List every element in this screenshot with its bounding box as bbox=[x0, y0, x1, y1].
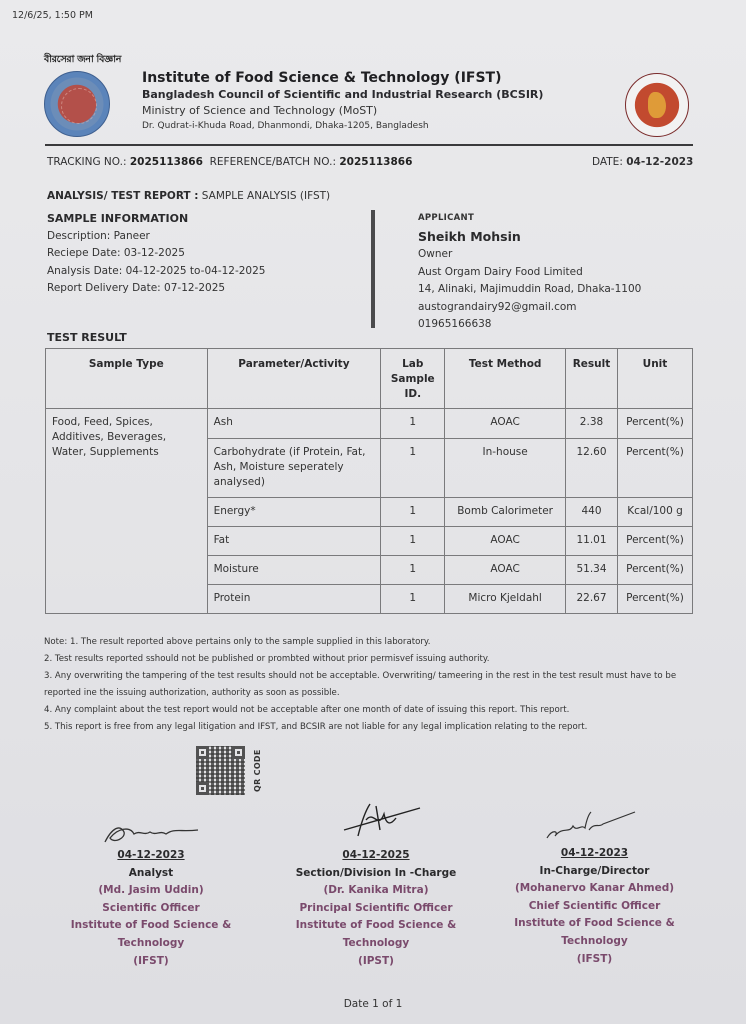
result-cell: 11.01 bbox=[566, 527, 618, 556]
sample-information bbox=[47, 210, 265, 298]
institute-address: Dr. Qudrat-i-Khuda Road, Dhanmondi, Dhaka-1205, Bangladesh bbox=[142, 121, 429, 131]
sample-type-cell: Food, Feed, Spices, Additives, Beverages, Water, Supplements bbox=[46, 409, 208, 614]
tracking-number: 2025113866 bbox=[129, 156, 203, 168]
lab-id-cell: 1 bbox=[381, 585, 445, 614]
column-header: Parameter/Activity bbox=[207, 349, 381, 409]
applicant-role: Owner bbox=[418, 248, 453, 260]
analyst-signature-icon bbox=[100, 818, 210, 848]
method-cell: Bomb Calorimeter bbox=[445, 498, 566, 527]
applicant-phone: 01965166638 bbox=[418, 318, 492, 330]
signatory-division-incharge bbox=[262, 847, 490, 970]
column-header: Lab Sample ID. bbox=[381, 349, 445, 409]
table-header-row bbox=[46, 349, 693, 409]
report-heading-bold: ANALYSIS/ TEST REPORT : bbox=[47, 190, 199, 202]
signatory-name: (Dr. Kanika Mitra) bbox=[323, 884, 429, 897]
header-divider bbox=[45, 144, 693, 146]
method-cell: AOAC bbox=[445, 556, 566, 585]
parameter-cell: Moisture bbox=[207, 556, 381, 585]
lab-id-cell: 1 bbox=[381, 527, 445, 556]
applicant-info bbox=[418, 212, 641, 334]
signatory-title: Principal Scientific Officer bbox=[299, 901, 453, 914]
signatory-name: (Mohanervo Kanar Ahmed) bbox=[514, 882, 675, 895]
signatory-date: 04-12-2025 bbox=[342, 849, 410, 861]
bengali-motto: বীরসেরা জনা বিজ্ঞান bbox=[44, 54, 122, 65]
ministry-name: Ministry of Science and Technology (MoST) bbox=[142, 104, 378, 117]
report-heading-rest: SAMPLE ANALYSIS (IFST) bbox=[198, 190, 331, 202]
signatory-title: Scientific Officer bbox=[102, 901, 200, 914]
result-cell: 2.38 bbox=[566, 409, 618, 439]
qr-code-label: QR CODE bbox=[253, 749, 262, 792]
parameter-cell: Carbohydrate (if Protein, Fat, Ash, Moisture seperately analysed) bbox=[207, 439, 381, 498]
method-cell: Micro Kjeldahl bbox=[445, 585, 566, 614]
signatory-org: Institute of Food Science & Technology bbox=[70, 919, 232, 949]
council-name: Bangladesh Council of Scientific and Industrial Research (BCSIR) bbox=[142, 88, 544, 101]
unit-cell: Percent(%) bbox=[617, 527, 692, 556]
unit-cell: Percent(%) bbox=[617, 409, 692, 439]
date-value: 04-12-2023 bbox=[626, 156, 694, 168]
result-cell: 51.34 bbox=[566, 556, 618, 585]
signatory-analyst bbox=[36, 847, 266, 970]
lab-id-cell: 1 bbox=[381, 439, 445, 498]
tracking-label: TRACKING NO.: bbox=[47, 156, 127, 168]
signatory-role: Section/Division In -Charge bbox=[295, 866, 457, 879]
signatory-director bbox=[487, 845, 702, 968]
qr-code-label-wrap bbox=[246, 749, 286, 792]
page-indicator: Date 1 of 1 bbox=[343, 998, 403, 1010]
date-label: DATE: bbox=[592, 156, 623, 168]
section-divider bbox=[371, 210, 375, 328]
bcsir-seal-logo-icon bbox=[44, 71, 110, 137]
signatory-org-short: (IFST) bbox=[576, 952, 613, 965]
sample-info-title: SAMPLE INFORMATION bbox=[47, 212, 189, 225]
method-cell: AOAC bbox=[445, 527, 566, 556]
test-result-title: TEST RESULT bbox=[47, 331, 127, 344]
signatory-role: Analyst bbox=[128, 866, 174, 879]
result-cell: 440 bbox=[566, 498, 618, 527]
lab-id-cell: 1 bbox=[381, 409, 445, 439]
institute-title: Institute of Food Science & Technology (IFST) bbox=[142, 70, 502, 86]
division-incharge-signature-icon bbox=[340, 800, 425, 840]
test-result-table bbox=[45, 348, 693, 614]
result-cell: 12.60 bbox=[566, 439, 618, 498]
analysis-date: Analysis Date: 04-12-2025 to-04-12-2025 bbox=[47, 264, 266, 277]
sample-description: Description: Paneer bbox=[47, 229, 150, 242]
signatory-org-short: (IPST) bbox=[358, 954, 394, 967]
note-item: 4. Any complaint about the test report would not be acceptable after one month of date of issuing this report. This report. bbox=[44, 705, 570, 715]
batch-number: 2025113866 bbox=[339, 156, 413, 168]
unit-cell: Percent(%) bbox=[617, 439, 692, 498]
table-row bbox=[46, 409, 693, 439]
applicant-email: austograndairy92@gmail.com bbox=[418, 300, 577, 313]
reference-row bbox=[47, 156, 412, 168]
applicant-company: Aust Orgam Dairy Food Limited bbox=[418, 265, 583, 278]
note-item: 2. Test results reported sshould not be published or prombted without prior permisvef issuing authority. bbox=[44, 654, 490, 664]
column-header: Test Method bbox=[445, 349, 566, 409]
delivery-date: Report Delivery Date: 07-12-2025 bbox=[47, 282, 226, 294]
government-seal-logo-icon bbox=[625, 73, 689, 137]
column-header: Sample Type bbox=[46, 349, 208, 409]
parameter-cell: Ash bbox=[207, 409, 381, 439]
result-cell: 22.67 bbox=[566, 585, 618, 614]
applicant-name: Sheikh Mohsin bbox=[418, 229, 521, 244]
method-cell: AOAC bbox=[445, 409, 566, 439]
report-date bbox=[592, 156, 693, 168]
print-timestamp: 12/6/25, 1:50 PM bbox=[12, 10, 93, 21]
lab-id-cell: 1 bbox=[381, 498, 445, 527]
note-item: 3. Any overwriting the tampering of the test results should not be acceptable. Overwriting/ tameering in the rest in the test result must have to be reported ine the issuing authorization, authority as soon as possible. bbox=[44, 671, 677, 698]
unit-cell: Percent(%) bbox=[617, 556, 692, 585]
parameter-cell: Fat bbox=[207, 527, 381, 556]
signatory-date: 04-12-2023 bbox=[560, 847, 629, 859]
unit-cell: Kcal/100 g bbox=[617, 498, 692, 527]
receipt-date: Reciepe Date: 03-12-2025 bbox=[47, 247, 185, 259]
method-cell: In-house bbox=[445, 439, 566, 498]
signatory-title: Chief Scientific Officer bbox=[528, 899, 661, 912]
batch-label: REFERENCE/BATCH NO.: bbox=[209, 156, 336, 168]
signatory-date: 04-12-2023 bbox=[117, 849, 185, 861]
signatory-role: In-Charge/Director bbox=[539, 864, 650, 877]
note-item: 5. This report is free from any legal litigation and IFST, and BCSIR are not liable for any legal implication relating to the report. bbox=[44, 722, 588, 732]
signatory-org-short: (IFST) bbox=[133, 954, 169, 967]
applicant-label: APPLICANT bbox=[418, 213, 475, 223]
parameter-cell: Protein bbox=[207, 585, 381, 614]
unit-cell: Percent(%) bbox=[617, 585, 692, 614]
lab-id-cell: 1 bbox=[381, 556, 445, 585]
column-header: Result bbox=[566, 349, 618, 409]
report-heading bbox=[47, 190, 330, 202]
column-header: Unit bbox=[617, 349, 692, 409]
qr-code-icon[interactable] bbox=[196, 746, 245, 795]
report-notes bbox=[44, 634, 704, 736]
parameter-cell: Energy* bbox=[207, 498, 381, 527]
signatory-org: Institute of Food Science & Technology bbox=[295, 919, 457, 949]
note-item: Note: 1. The result reported above pertains only to the sample supplied in this laboratory. bbox=[44, 637, 431, 647]
signatory-org: Institute of Food Science & Technology bbox=[514, 917, 675, 947]
applicant-address: 14, Alinaki, Majimuddin Road, Dhaka-1100 bbox=[418, 283, 642, 295]
director-signature-icon bbox=[543, 808, 638, 843]
signatory-name: (Md. Jasim Uddin) bbox=[98, 884, 204, 897]
